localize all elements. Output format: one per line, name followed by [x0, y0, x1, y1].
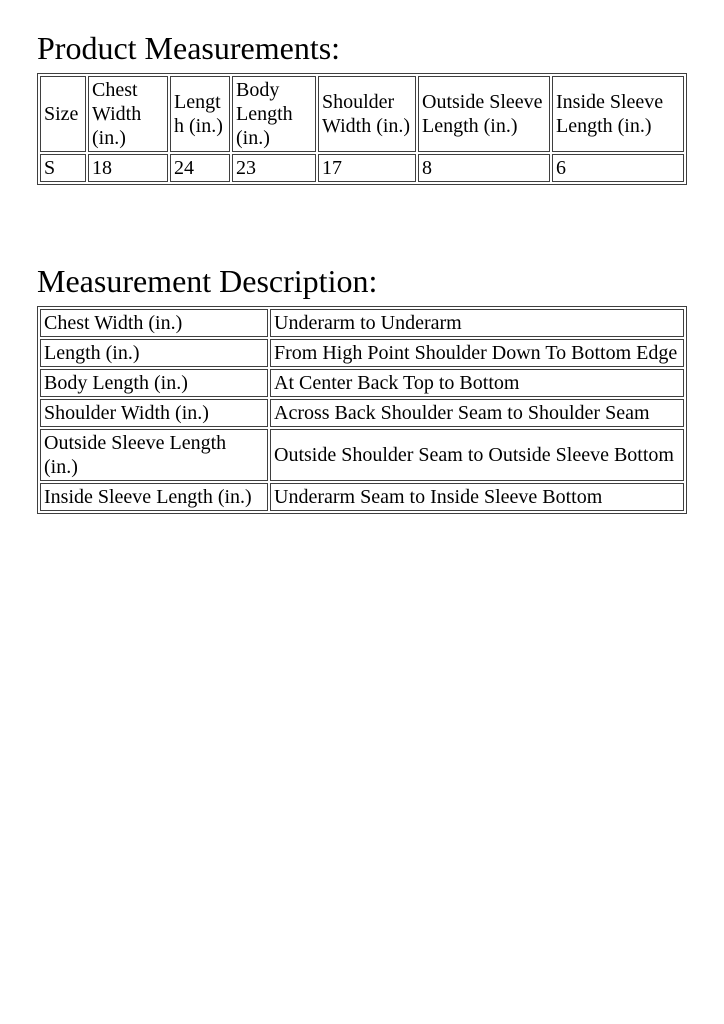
measurement-description-table: [37, 306, 687, 514]
header-cell-length: Length (in.): [170, 76, 230, 152]
description-text: At Center Back Top to Bottom: [270, 369, 684, 397]
description-text: From High Point Shoulder Down To Bottom Edge: [270, 339, 684, 367]
header-cell-inside-sleeve-length: Inside Sleeve Length (in.): [552, 76, 684, 152]
value-size: S: [40, 154, 86, 182]
description-term: Length (in.): [40, 339, 268, 367]
description-term: Inside Sleeve Length (in.): [40, 483, 268, 511]
description-text: Outside Shoulder Seam to Outside Sleeve Bottom: [270, 429, 684, 481]
description-term: Outside Sleeve Length (in.): [40, 429, 268, 481]
value-outside-sleeve-length: 8: [418, 154, 550, 182]
page-title-measurement-description: Measurement Description:: [37, 262, 378, 299]
description-term: Shoulder Width (in.): [40, 399, 268, 427]
value-body-length: 23: [232, 154, 316, 182]
measurements-data-row-size-s: [40, 154, 684, 182]
description-text: Underarm Seam to Inside Sleeve Bottom: [270, 483, 684, 511]
product-measurements-table: [37, 73, 687, 185]
description-row-outside-sleeve-length: [40, 429, 684, 481]
description-row-length: [40, 339, 684, 367]
description-row-chest-width: [40, 309, 684, 337]
description-text: Across Back Shoulder Seam to Shoulder Seam: [270, 399, 684, 427]
header-cell-outside-sleeve-length: Outside Sleeve Length (in.): [418, 76, 550, 152]
header-cell-shoulder-width: Shoulder Width (in.): [318, 76, 416, 152]
value-chest-width: 18: [88, 154, 168, 182]
header-cell-body-length: Body Length (in.): [232, 76, 316, 152]
value-inside-sleeve-length: 6: [552, 154, 684, 182]
description-term: Body Length (in.): [40, 369, 268, 397]
header-cell-chest-width: Chest Width (in.): [88, 76, 168, 152]
description-row-body-length: [40, 369, 684, 397]
value-length: 24: [170, 154, 230, 182]
description-row-inside-sleeve-length: [40, 483, 684, 511]
header-cell-size: Size: [40, 76, 86, 152]
description-term: Chest Width (in.): [40, 309, 268, 337]
value-shoulder-width: 17: [318, 154, 416, 182]
description-text: Underarm to Underarm: [270, 309, 684, 337]
description-row-shoulder-width: [40, 399, 684, 427]
measurements-header-row: [40, 76, 684, 152]
page-title-product-measurements: Product Measurements:: [37, 30, 341, 66]
